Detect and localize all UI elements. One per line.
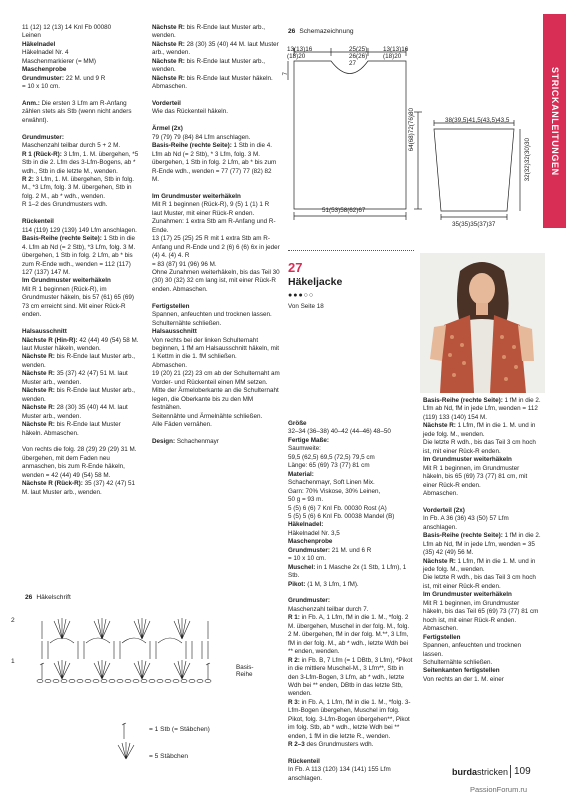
col2-paragraph xyxy=(152,100,280,108)
col4-paragraph-text: 1 Lfm, fM in die 1. M. und in jede folg. M., wenden. xyxy=(423,557,536,573)
section-divider xyxy=(288,250,414,255)
col3-paragraph-lead: Maschenprobe xyxy=(288,538,333,546)
col3-paragraph-text: in 1 Masche 2x (1 Stb, 1 Lfm), 1 Stb. xyxy=(288,563,407,580)
col3-paragraph-lead: Muschel: xyxy=(288,563,316,571)
col3-paragraph-lead: Rückenteil xyxy=(288,758,320,765)
col1-paragraph-lead: Nächste R: xyxy=(22,353,55,361)
col2-paragraph xyxy=(152,438,280,446)
footer-brand-bold: burda xyxy=(452,767,478,777)
col4-paragraph xyxy=(423,642,541,659)
col4-paragraph-text: Die letzte R wdh., bis das Teil 3 cm hoch ist, mit einer Rück-R enden. xyxy=(423,439,536,455)
col2-paragraph-text: Spannen, anfeuchten und trocknen lassen. xyxy=(152,311,272,319)
col2-paragraph-lead: Im Grundmuster weiterhäkeln xyxy=(152,192,241,200)
col3-paragraph-lead: Häkelnadel: xyxy=(288,521,324,529)
col3-paragraph-lead: R 2: xyxy=(288,656,300,664)
col1-paragraph-lead: Grundmuster: xyxy=(22,74,64,82)
col1-paragraph-lead: Im Grundmuster weiterhäkeln xyxy=(22,277,111,285)
col1-paragraph-lead: Grundmuster: xyxy=(22,133,64,141)
col4-paragraph xyxy=(423,634,541,642)
col4-paragraph-lead: Basis-Reihe (rechte Seite): xyxy=(423,397,503,404)
col3-paragraph xyxy=(288,606,413,614)
col1-paragraph xyxy=(22,421,142,438)
col3-paragraph xyxy=(288,699,413,741)
col3-paragraph-text: 5 (5) 5 (6) 6 Knl Fb. 00038 Mandel (B) xyxy=(288,512,395,520)
col1-paragraph xyxy=(22,480,142,497)
col1-paragraph-lead: R 2: xyxy=(22,176,34,184)
col2-paragraph xyxy=(152,320,280,328)
col3-paragraph-lead: Pikot: xyxy=(288,580,306,588)
col2-paragraph-text: 28 (30) 35 (40) 44 M. laut Muster arb., wenden. xyxy=(152,40,279,57)
body-outline xyxy=(294,61,406,209)
col2-paragraph-text: Mitte der Ärmeloberkante an die Schulternaht legen, die Oberkante bis zu den MM festnähen. xyxy=(152,387,279,412)
chart-row-label-2: 2 xyxy=(11,617,15,624)
col1-paragraph xyxy=(22,66,142,74)
col4-paragraph-text: 1 fM in die 2. Lfm ab Nd, fM in jede Lfm, wenden = 35 (35) 42 (49) 56 M. xyxy=(423,532,541,557)
col3-paragraph-text: 21 M. und 6 R = 10 x 10 cm. xyxy=(288,546,372,563)
col2-paragraph xyxy=(152,134,280,142)
col1-paragraph xyxy=(22,286,142,320)
col1-paragraph xyxy=(22,41,142,49)
col3-paragraph xyxy=(288,513,413,521)
col1-paragraph xyxy=(22,218,142,226)
col4-paragraph xyxy=(423,667,541,675)
col3-paragraph-text: in Fb. B, 7 Lfm (= 1 DBtb, 3 Lfm), *Pikot in die mittlere Muschel-M., 3 Lfm**, Stb in den 3-Lfm-Bogen, 3 Lfm, ab * wdh., letzte Wdh bei ** enden, DBtb in das letzte Stb, wenden. xyxy=(288,656,413,698)
col2-paragraph xyxy=(152,337,280,362)
col2-paragraph-text: Alle Fäden vernähen. xyxy=(152,421,212,429)
col4-paragraph xyxy=(423,676,541,684)
text-column-3 xyxy=(288,420,413,783)
col3-paragraph-lead: Grundmuster: xyxy=(288,597,330,605)
page-number: 109 xyxy=(514,766,531,777)
project-number: 27 xyxy=(288,260,303,275)
col3-paragraph-text: in Fb. A, 1 Lfm, fM in die 1. M., *folg. 3-Lfm-Bogen übergehen, Muschel im folg. Pikot, folg. 3-Lfm-Bogen übergehen**, Pikot im folg. Stb, ab * wdh., letzte Wdh bei ** enden, 1 fM in die letzte R., wenden. xyxy=(288,698,411,740)
col1-paragraph-text: 11 (12) 12 (13) 14 Knl Fb 00080 Leinen xyxy=(22,24,112,40)
col1-paragraph xyxy=(22,100,142,125)
col3-paragraph xyxy=(288,471,413,479)
col4-paragraph-lead: Im Grundmuster weiterhäkeln xyxy=(423,591,512,599)
col1-paragraph xyxy=(22,176,142,201)
col1-paragraph xyxy=(22,142,142,150)
col3-paragraph xyxy=(288,420,413,428)
text-column-2 xyxy=(152,24,280,446)
col2-paragraph-lead: Nächste R: xyxy=(152,24,185,31)
see-page-reference: Von Seite 18 xyxy=(288,303,324,310)
col3-paragraph xyxy=(288,581,413,589)
col1-paragraph-lead: Rückenteil xyxy=(22,218,54,226)
col1-paragraph xyxy=(22,235,142,277)
schema-label-body-width: 51(53)58(62)67 xyxy=(322,207,366,214)
legend-stitch-text: = 1 Stb (= Stäbchen) xyxy=(149,726,210,733)
col4-paragraph-lead: Seitenkanten fertigstellen xyxy=(423,667,500,675)
col2-paragraph-text: Seitennähte und Ärmelnähte schließen. xyxy=(152,412,263,420)
col3-paragraph xyxy=(288,758,413,766)
schema-title: Schemazeichnung xyxy=(299,28,354,35)
col4-paragraph-lead: Im Grundmuster weiterhäkeln xyxy=(423,456,512,464)
col4-paragraph xyxy=(423,456,541,464)
col2-paragraph-lead: Fertigstellen xyxy=(152,302,190,310)
footer-brand-light: stricken xyxy=(477,767,509,777)
col2-paragraph-text: Abmaschen. xyxy=(152,361,188,369)
col2-paragraph-text: Schulternähte schließen. xyxy=(152,319,222,327)
col1-paragraph xyxy=(22,337,142,354)
col2-paragraph xyxy=(152,311,280,319)
col4-paragraph xyxy=(423,558,541,575)
col1-paragraph xyxy=(22,227,142,235)
schema-label-body-height: 64(68)72(76)80 xyxy=(408,108,415,152)
col3-paragraph-text: in Fb. A, 1 Lfm, fM in die 1. M., *folg. 2 M. übergehen, Muschel in der folg. M., folg. 2 M. übergehen, fM in der folg. M.**, 3 Lfm, fM in der folg. M., ab * wdh., letzte Wdh bei ** enden, wenden. xyxy=(288,614,410,656)
col3-paragraph-lead: R 1: xyxy=(288,614,300,622)
pattern-title: Häkelschrift xyxy=(36,594,71,601)
col1-paragraph xyxy=(22,370,142,387)
col4-paragraph-text: Schulternähte schließen. xyxy=(423,658,493,666)
schema-label-sleeve-top: 38(39,5)41,5(43,5)43,5 xyxy=(445,117,510,124)
col1-paragraph-lead: Nächste R: xyxy=(22,387,55,395)
col1-paragraph-lead: Halsausschnitt xyxy=(22,328,67,336)
col2-paragraph-text: 1 Stb in die 4. Lfm ab Nd (= 2 Stb), * 3 Lfm, folg. 3 M. übergehen, 1 Stb in folg. 2 Lfm, ab * bis zum R-Ende wdh., wenden = 77 (77) 77 (82) 82 M. xyxy=(152,142,277,184)
col3-paragraph-text: In Fb. A 113 (120) 134 (141) 155 Lfm anschlagen. xyxy=(288,766,391,782)
col2-paragraph xyxy=(152,75,280,92)
col1-paragraph xyxy=(22,446,142,480)
col2-paragraph xyxy=(152,413,280,421)
col1-paragraph xyxy=(22,201,142,209)
col4-paragraph xyxy=(423,397,541,422)
col1-paragraph-text: bis R-Ende laut Muster arb., wenden. xyxy=(22,353,136,369)
col1-paragraph xyxy=(22,328,142,336)
col4-paragraph xyxy=(423,659,541,667)
col1-paragraph xyxy=(22,134,142,142)
col2-paragraph-lead: Nächste R: xyxy=(152,57,185,65)
col3-paragraph xyxy=(288,564,413,581)
col2-paragraph xyxy=(152,58,280,75)
chart-base-row-label: Basis- Reihe xyxy=(236,664,254,679)
col2-paragraph-lead: Basis-Reihe (rechte Seite): xyxy=(152,142,232,150)
col4-paragraph-text: Abmaschen. xyxy=(423,489,459,497)
col1-paragraph-text: Von rechts die folg. 28 (29) 29 (29) 31 M. übergehen, mit dem Faden neu anmaschen, bis zum R-Ende häkeln, wenden = 42 (44) 49 (54) 58 M. xyxy=(22,446,137,479)
section-tab xyxy=(543,14,566,228)
chart-row-1 xyxy=(40,660,210,679)
col1-paragraph-lead: R 1 (Rück-R): xyxy=(22,150,62,158)
col4-paragraph-lead: Nächste R: xyxy=(423,557,456,565)
col2-paragraph xyxy=(152,24,280,41)
schema-label-top-right: 13(13)16 (18)20 xyxy=(383,46,409,61)
col3-paragraph-lead: R 3: xyxy=(288,698,300,706)
col1-paragraph-lead: Nächste R (Hin-R): xyxy=(22,336,78,344)
legend-five-stitch-text: = 5 Stäbchen xyxy=(149,753,189,760)
col1-paragraph xyxy=(22,353,142,370)
col2-paragraph xyxy=(152,125,280,133)
schema-label-top-left: 13(13)16 (18)20 xyxy=(287,46,313,61)
col3-paragraph-text: 5 (5) 6 (6) 7 Knl Fb. 00030 Rost (A) xyxy=(288,504,387,512)
col3-paragraph xyxy=(288,538,413,546)
text-column-4 xyxy=(423,397,541,684)
col2-paragraph-lead: Nächste R: xyxy=(152,40,185,48)
col3-paragraph xyxy=(288,479,413,487)
col1-paragraph xyxy=(22,151,142,176)
col1-paragraph-lead: Basis-Reihe (rechte Seite): xyxy=(22,235,102,243)
model-photo-illustration xyxy=(420,253,545,393)
schema-heading xyxy=(288,28,354,35)
col4-paragraph-text: Mit R 1 beginnen, im Grundmuster häkeln, bis 65 (69) 73 (77) 81 cm, mit einer Rück-R enden. xyxy=(423,464,528,489)
col1-paragraph-lead: Nächste R (Rück-R): xyxy=(22,480,83,488)
col1-paragraph-text: 28 (30) 35 (40) 44 M. laut Muster arb., wenden. xyxy=(22,404,128,420)
col4-paragraph-text: Von rechts an der 1. M. einer xyxy=(423,675,504,683)
chart-row-2 xyxy=(42,638,208,659)
col3-paragraph xyxy=(288,741,413,749)
col3-paragraph-text: (1 M, 3 Lfm, 1 fM). xyxy=(305,580,359,588)
col4-paragraph-text: In Fb. A 36 (36) 43 (50) 57 Lfm anschlagen. xyxy=(423,515,509,531)
col4-paragraph xyxy=(423,591,541,599)
col3-paragraph xyxy=(288,657,413,699)
watermark: PassionForum.ru xyxy=(470,785,528,794)
col1-paragraph-text: 35 (37) 42 (47) 51 M. laut Muster arb., wenden. xyxy=(22,370,128,386)
col2-paragraph xyxy=(152,201,280,218)
col3-paragraph-text: 32–34 (36–38) 40–42 (44–46) 48–50 xyxy=(288,428,391,436)
col1-paragraph-text: Häkelnadel Nr. 4 xyxy=(22,49,69,57)
col4-paragraph xyxy=(423,439,541,456)
col1-paragraph xyxy=(22,404,142,421)
col3-paragraph xyxy=(288,445,413,462)
col1-paragraph-text: 114 (119) 129 (139) 149 Lfm anschlagen. xyxy=(22,226,137,234)
project-title: Häkeljacke xyxy=(288,276,343,288)
col2-paragraph xyxy=(152,235,280,269)
base-chain-row xyxy=(37,679,211,682)
col4-paragraph xyxy=(423,515,541,532)
col1-paragraph-lead: Nächste R: xyxy=(22,404,55,412)
col1-paragraph-text: bis R-Ende laut Muster häkeln. Abmaschen. xyxy=(22,421,121,437)
legend-five-stitch-symbol xyxy=(118,742,134,759)
col1-paragraph-text: Maschenmarkierer (= MM) xyxy=(22,57,97,65)
col2-paragraph xyxy=(152,142,280,184)
col2-paragraph-text: Wie das Rückenteil häkeln. xyxy=(152,108,228,116)
pattern-number: 26 xyxy=(25,594,33,601)
col4-paragraph-text: 1 Lfm, fM in die 1. M. und in jede folg. M., wenden. xyxy=(423,422,536,438)
col1-paragraph-lead: Anm.: xyxy=(22,100,40,108)
col1-paragraph xyxy=(22,58,142,66)
col3-paragraph xyxy=(288,462,413,470)
col2-paragraph xyxy=(152,218,280,235)
col2-paragraph-text: bis R-Ende laut Muster häkeln. Abmaschen. xyxy=(152,74,273,91)
col3-paragraph xyxy=(288,597,413,605)
legend-stitch-symbol xyxy=(122,723,126,739)
col2-paragraph xyxy=(152,328,280,336)
col4-paragraph-text: 1 fM in die 2. Lfm ab Nd, fM in jede Lfm, wenden = 112 (119) 133 (140) 154 M. xyxy=(423,397,541,421)
col2-paragraph xyxy=(152,303,280,311)
col3-paragraph xyxy=(288,530,413,538)
col3-paragraph-lead: Fertige Maße: xyxy=(288,436,329,444)
col2-paragraph-text: 13 (17) 25 (25) 25 R mit 1 extra Stb am R-Anfang und R-Ende und 2 (6) 6 (6) 6x in jeder (4) 4. (4) 4. R = 83 (87) 91 (96) 96 M. xyxy=(152,235,280,268)
col4-paragraph-lead: Nächste R: xyxy=(423,422,456,430)
col1-paragraph-text: Maschenzahl teilbar durch 5 + 2 M. xyxy=(22,142,121,150)
section-tab-label: STRICKANLEITUNGEN xyxy=(550,66,560,176)
col4-paragraph-text: Mit R 1 beginnen, im Grundmuster häkeln, bis das Teil 65 (69) 73 (77) 81 cm hoch ist, mit einer Rück-R enden. Abmaschen. xyxy=(423,599,539,633)
col2-paragraph-text: Von rechts bei der linken Schulternaht beginnen, 1 fM am Halsausschnitt häkeln, mit 1 Kettm in die 1. fM schließen. xyxy=(152,336,280,361)
col3-paragraph xyxy=(288,505,413,513)
schema-label-top-mid: 25(25) 26(26) 27 xyxy=(349,46,368,68)
col2-paragraph xyxy=(152,387,280,412)
col1-paragraph-lead: Maschenprobe xyxy=(22,66,67,74)
schema-label-neck-depth: 7 xyxy=(282,72,289,76)
col3-paragraph-text: Länge: 65 (69) 73 (77) 81 cm xyxy=(288,462,370,470)
col4-paragraph xyxy=(423,600,541,634)
schema-label-sleeve-height: 32(32)32(30)30 xyxy=(524,138,531,182)
col2-paragraph-lead: Nächste R: xyxy=(152,74,185,82)
col1-paragraph-text: R 1–2 des Grundmusters wdh. xyxy=(22,201,108,209)
col2-paragraph-text: Mit R 1 beginnen (Rück-R), 9 (5) 1 (1) 1 R laut Muster, mit einer Rück-R enden. xyxy=(152,201,270,217)
col4-paragraph-lead: Vorderteil (2x) xyxy=(423,506,465,514)
col2-paragraph-lead: Vorderteil xyxy=(152,100,181,108)
col2-paragraph xyxy=(152,421,280,429)
col3-paragraph-lead: R 2–3 xyxy=(288,741,305,749)
col1-paragraph xyxy=(22,49,142,57)
col1-paragraph-text: 35 (37) 42 (47) 51 M. laut Muster arb., wenden. xyxy=(22,480,136,496)
col3-paragraph-text: Häkelnadel Nr. 3,5 xyxy=(288,529,340,537)
col1-paragraph xyxy=(22,24,142,41)
col4-paragraph xyxy=(423,574,541,591)
col1-paragraph-text: 42 (44) 49 (54) 58 M. laut Muster häkeln, wenden. xyxy=(22,336,139,352)
col1-paragraph-text: 22 M. und 9 R = 10 x 10 cm. xyxy=(22,74,106,91)
col4-paragraph-text: Die letzte R wdh., bis das Teil 3 cm hoch ist, mit einer Rück-R enden. xyxy=(423,574,536,590)
col3-paragraph-lead: Grundmuster: xyxy=(288,546,330,554)
col1-paragraph-text: 3 Lfm, 1. M. übergehen, *5 Stb in die 2. Lfm des 3-Lfm-Bogens, ab * wdh., Stb in die letzte M., wenden. xyxy=(22,150,139,175)
schema-label-sleeve-bottom: 35(35)35(37)37 xyxy=(452,221,496,228)
col3-paragraph-lead: Größe xyxy=(288,420,307,427)
col2-paragraph xyxy=(152,108,280,116)
col4-paragraph-text: Spannen, anfeuchten und trocknen lassen. xyxy=(423,642,522,658)
model-photo xyxy=(420,253,545,393)
schema-number: 26 xyxy=(288,28,296,35)
col3-paragraph-text: Saumweite: 59,5 (62,5) 69,5 (72,5) 79,5 cm xyxy=(288,445,375,461)
col2-paragraph-text: 19 (20) 21 (22) 23 cm ab der Schulternaht am Vorder- und Rückenteil einen MM setzen. xyxy=(152,370,280,386)
col3-paragraph-text: Garn: 70% Viskose, 30% Leinen, 50 g = 93 m. xyxy=(288,487,381,504)
crochet-chart xyxy=(22,603,252,773)
col2-paragraph xyxy=(152,362,280,370)
col4-paragraph xyxy=(423,507,541,515)
col1-paragraph-text: 3 Lfm, 1. M. übergehen, Stb in folg. M., *3 Lfm, folg. 3 M. übergehen, Stb in folg. 2 M., ab * wdh., wenden. xyxy=(22,176,135,200)
col3-paragraph xyxy=(288,521,413,529)
text-column-1 xyxy=(22,24,142,497)
pattern-heading xyxy=(25,594,71,601)
col2-paragraph-lead: Halsausschnitt xyxy=(152,328,197,336)
col2-paragraph xyxy=(152,269,280,294)
col3-paragraph xyxy=(288,488,413,505)
col1-paragraph xyxy=(22,387,142,404)
col3-paragraph xyxy=(288,766,413,783)
sleeve-outline xyxy=(434,129,514,211)
col3-paragraph xyxy=(288,547,413,564)
col4-paragraph-lead: Basis-Reihe (rechte Seite): xyxy=(423,532,503,540)
col4-paragraph xyxy=(423,465,541,490)
col4-paragraph xyxy=(423,532,541,557)
col4-paragraph xyxy=(423,490,541,498)
footer-brand xyxy=(452,767,508,777)
footer-separator xyxy=(510,765,511,778)
col1-paragraph-text: Die ersten 3 Lfm am R-Anfang zählen stets als Stb (wenn nicht anders erwähnt). xyxy=(22,100,132,124)
chart-row-repeat xyxy=(42,618,208,639)
col1-paragraph xyxy=(22,277,142,285)
col2-paragraph-text: Ohne Zunahmen weiterhäkeln, bis das Teil 30 (30) 30 (32) 32 cm lang ist, mit einer Rück-R enden. Abmaschen. xyxy=(152,268,280,293)
difficulty-rating: ●●●○○ xyxy=(288,292,315,299)
col2-paragraph xyxy=(152,193,280,201)
col4-paragraph-lead: Fertigstellen xyxy=(423,633,461,641)
col2-paragraph xyxy=(152,370,280,387)
chart-row-label-1: 1 xyxy=(11,658,15,665)
col4-paragraph xyxy=(423,422,541,439)
col3-paragraph-lead: Material: xyxy=(288,470,314,478)
col3-paragraph-text: Maschenzahl teilbar durch 7. xyxy=(288,605,369,613)
col3-paragraph-text: des Grundmusters wdh. xyxy=(304,741,374,749)
col2-paragraph-text: Schachenmayr xyxy=(175,437,219,445)
col1-paragraph-text: 1 Stb in die 4. Lfm ab Nd (= 2 Stb), *3 Lfm, folg. 3 M. übergehen, 1 Stb in folg. 2 Lfm, ab * bis zum R-Ende wdh., wenden = 112 (117) 127 (137) 147 M. xyxy=(22,235,136,276)
col3-paragraph xyxy=(288,428,413,436)
col2-paragraph-text: Zunahmen: 1 extra Stb am R-Anfang und R-Ende. xyxy=(152,218,276,234)
col2-paragraph-text: 79 (79) 79 (84) 84 Lfm anschlagen. xyxy=(152,133,251,141)
col2-paragraph-lead: Design: xyxy=(152,437,176,445)
col2-paragraph-text: bis R-Ende laut Muster arb., wenden. xyxy=(152,24,266,40)
col1-paragraph-lead: Häkelnadel xyxy=(22,40,56,48)
col1-paragraph-lead: Nächste R: xyxy=(22,370,55,378)
col3-paragraph-text: Schachenmayr, Soft Linen Mix. xyxy=(288,479,375,487)
col2-paragraph xyxy=(152,41,280,58)
col1-paragraph-text: bis R-Ende laut Muster arb., wenden. xyxy=(22,387,136,403)
col3-paragraph xyxy=(288,437,413,445)
col3-paragraph xyxy=(288,614,413,656)
col1-paragraph-lead: Nächste R: xyxy=(22,421,55,429)
col1-paragraph-text: Mit R 1 beginnen (Rück-R), im Grundmuster häkeln, bis 57 (61) 65 (69) 73 cm erreicht sind. Mit einer Rück-R enden. xyxy=(22,285,135,319)
col2-paragraph-lead: Ärmel (2x) xyxy=(152,125,183,133)
col1-paragraph xyxy=(22,75,142,92)
col2-paragraph-text: bis R-Ende laut Muster arb., wenden. xyxy=(152,57,266,74)
